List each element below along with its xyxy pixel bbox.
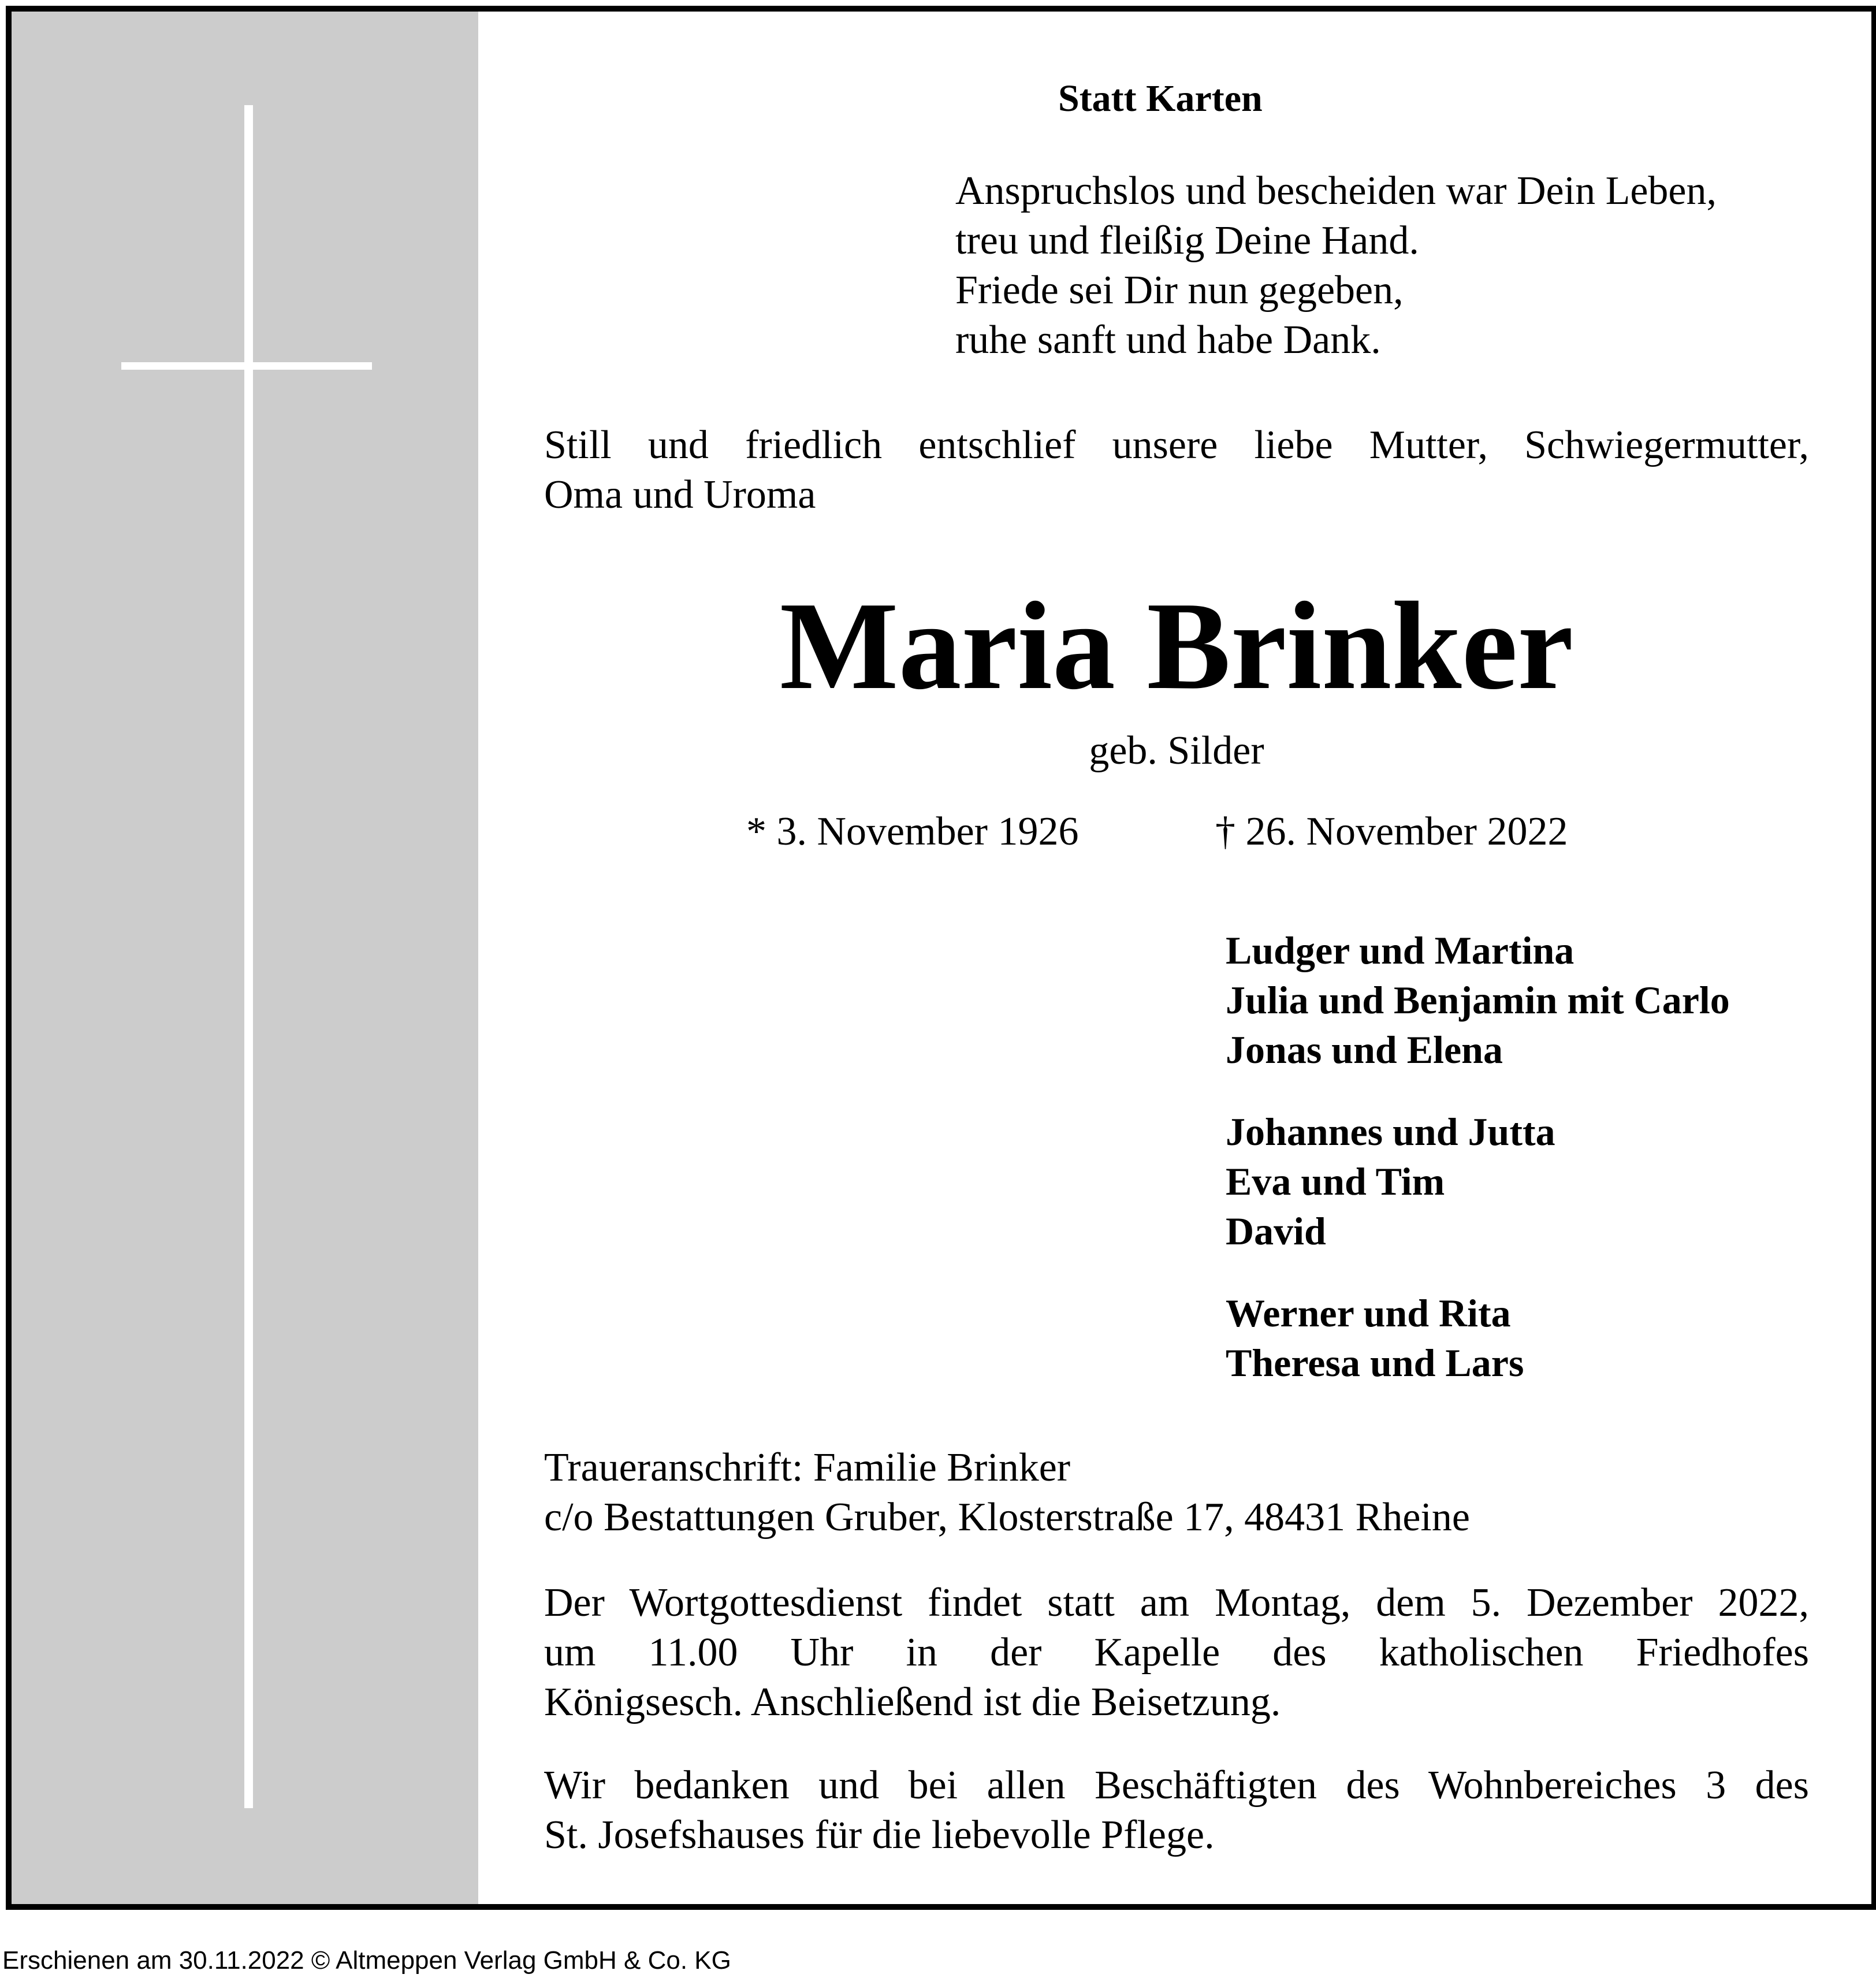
thanks-line: Wir bedanken und bei allen Beschäftigten des Wohnbereiches 3 des [544, 1763, 1809, 1808]
deceased-name: Maria Brinker [779, 577, 1574, 716]
address-line: Traueranschrift: Familie Brinker [544, 1445, 1071, 1490]
family-group [1226, 1107, 1555, 1256]
poem-line: treu und fleißig Deine Hand. [955, 218, 1419, 263]
poem [955, 166, 1717, 365]
poem-line: Anspruchslos und bescheiden war Dein Leben, [955, 169, 1717, 213]
family-line: Theresa und Lars [1226, 1341, 1524, 1385]
intro-text [544, 421, 1809, 520]
thanks-text [544, 1761, 1809, 1860]
birth-date: * 3. November 1926 [746, 809, 1079, 854]
service-info [544, 1578, 1809, 1727]
notice-content [544, 12, 1809, 1904]
poem-line: Friede sei Dir nun gegeben, [955, 268, 1404, 313]
side-panel [12, 12, 478, 1904]
address-line: c/o Bestattungen Gruber, Klosterstraße 17, 48431 Rheine [544, 1495, 1470, 1540]
family-line: Werner und Rita [1226, 1291, 1511, 1335]
maiden-name: geb. Silder [1089, 728, 1264, 773]
cross-icon-bar [121, 362, 372, 370]
family-group [1226, 1288, 1524, 1388]
cross-icon [244, 105, 253, 1808]
service-line: Königsesch. Anschließend ist die Beisetzung. [544, 1680, 1281, 1724]
notice-heading: Statt Karten [1058, 77, 1263, 120]
family-group [1226, 925, 1730, 1074]
service-line: Der Wortgottesdienst findet statt am Montag, dem 5. Dezember 2022, [544, 1581, 1809, 1625]
obituary-notice [6, 6, 1876, 1910]
mourning-address [544, 1443, 1470, 1542]
family-line: Ludger und Martina [1226, 928, 1574, 972]
family-line: Eva und Tim [1226, 1159, 1445, 1203]
service-line: um 11.00 Uhr in der Kapelle des katholischen Friedhofes [544, 1630, 1809, 1675]
family-line: Julia und Benjamin mit Carlo [1226, 978, 1730, 1022]
intro-line: Oma und Uroma [544, 473, 816, 517]
publication-footer: Erschienen am 30.11.2022 © Altmeppen Verlag GmbH & Co. KG [2, 1946, 731, 1975]
family-line: Johannes und Jutta [1226, 1110, 1555, 1154]
family-line: David [1226, 1209, 1326, 1253]
family-line: Jonas und Elena [1226, 1028, 1503, 1072]
death-date: † 26. November 2022 [1215, 809, 1568, 854]
thanks-line: St. Josefshauses für die liebevolle Pflege. [544, 1813, 1215, 1857]
intro-line: Still und friedlich entschlief unsere liebe Mutter, Schwiegermutter, [544, 423, 1809, 467]
poem-line: ruhe sanft und habe Dank. [955, 318, 1381, 362]
